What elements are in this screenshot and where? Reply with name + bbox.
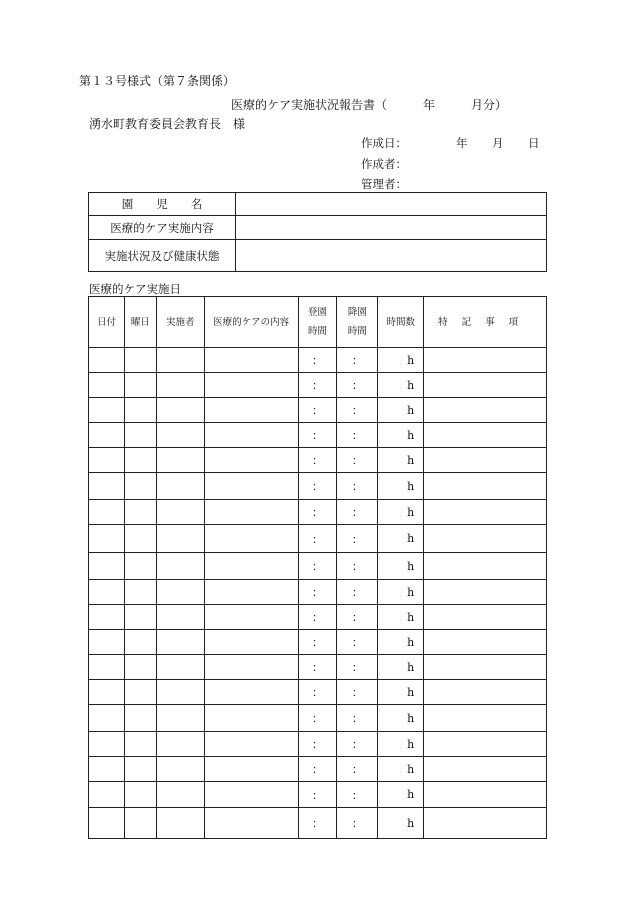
departure-time-cell[interactable]: ： <box>337 423 378 448</box>
arrival-time-cell[interactable]: ： <box>298 757 337 782</box>
date-cell[interactable] <box>89 473 125 500</box>
table-row <box>89 605 547 630</box>
header-departure-line2: 時間 <box>347 326 367 337</box>
weekday-cell[interactable] <box>124 630 156 655</box>
weekday-cell[interactable] <box>124 553 156 580</box>
weekday-cell[interactable] <box>124 705 156 732</box>
arrival-time-cell[interactable]: ： <box>298 705 337 732</box>
hours-cell[interactable]: h <box>378 680 424 705</box>
date-cell[interactable] <box>89 808 125 839</box>
hours-cell[interactable]: h <box>378 808 424 839</box>
departure-time-cell[interactable]: ： <box>337 705 378 732</box>
date-cell[interactable] <box>89 605 125 630</box>
hours-cell[interactable]: h <box>378 630 424 655</box>
date-cell[interactable] <box>89 448 125 473</box>
month-unit: 月 <box>492 136 504 150</box>
weekday-cell[interactable] <box>124 373 156 398</box>
hours-cell[interactable]: h <box>378 373 424 398</box>
table-row <box>89 525 547 553</box>
remarks-cell[interactable] <box>424 782 547 808</box>
table-row <box>89 705 547 732</box>
care-table <box>88 296 547 839</box>
child-name-field[interactable] <box>236 193 547 216</box>
remarks-cell[interactable] <box>424 423 547 448</box>
departure-time-cell[interactable]: ： <box>337 782 378 808</box>
practitioner-cell[interactable] <box>156 630 204 655</box>
care-content-cell[interactable] <box>204 757 298 782</box>
hours-cell[interactable]: h <box>378 580 424 605</box>
table-row <box>89 630 547 655</box>
arrival-time-cell[interactable]: ： <box>298 732 337 757</box>
report-title: 医療的ケア実施状況報告書（ 年 月分） <box>231 98 508 112</box>
arrival-time-cell[interactable]: ： <box>298 680 337 705</box>
arrival-time-cell[interactable]: ： <box>298 423 337 448</box>
care-content-cell[interactable] <box>204 705 298 732</box>
hours-cell[interactable]: h <box>378 605 424 630</box>
table-row <box>89 553 547 580</box>
weekday-cell[interactable] <box>124 398 156 423</box>
header-departure-time <box>337 297 378 348</box>
care-content-cell[interactable] <box>204 423 298 448</box>
weekday-cell[interactable] <box>124 473 156 500</box>
departure-time-cell[interactable]: ： <box>337 605 378 630</box>
arrival-time-cell[interactable]: ： <box>298 448 337 473</box>
arrival-time-cell[interactable]: ： <box>298 525 337 553</box>
arrival-time-cell[interactable]: ： <box>298 655 337 680</box>
care-content-cell[interactable] <box>204 808 298 839</box>
hours-cell[interactable]: h <box>378 348 424 373</box>
weekday-cell[interactable] <box>124 808 156 839</box>
table-row <box>89 500 547 525</box>
practitioner-cell[interactable] <box>156 808 204 839</box>
table-row <box>89 580 547 605</box>
care-content-cell[interactable] <box>204 525 298 553</box>
weekday-cell[interactable] <box>124 448 156 473</box>
practitioner-cell[interactable] <box>156 423 204 448</box>
practitioner-cell[interactable] <box>156 655 204 680</box>
departure-time-cell[interactable]: ： <box>337 732 378 757</box>
created-date-label: 作成日： <box>361 136 407 150</box>
departure-time-cell[interactable]: ： <box>337 348 378 373</box>
table-row <box>89 655 547 680</box>
practitioner-cell[interactable] <box>156 448 204 473</box>
date-cell[interactable] <box>89 398 125 423</box>
header-hours: 時間数 <box>378 297 424 348</box>
date-cell[interactable] <box>89 500 125 525</box>
care-content-cell[interactable] <box>204 630 298 655</box>
arrival-time-cell[interactable]: ： <box>298 553 337 580</box>
weekday-cell[interactable] <box>124 348 156 373</box>
hours-cell[interactable]: h <box>378 782 424 808</box>
weekday-cell[interactable] <box>124 680 156 705</box>
table-row <box>89 732 547 757</box>
remarks-cell[interactable] <box>424 553 547 580</box>
remarks-cell[interactable] <box>424 500 547 525</box>
date-cell[interactable] <box>89 373 125 398</box>
practitioner-cell[interactable] <box>156 553 204 580</box>
date-cell[interactable] <box>89 732 125 757</box>
care-content-cell[interactable] <box>204 605 298 630</box>
info-table <box>88 192 547 272</box>
remarks-cell[interactable] <box>424 630 547 655</box>
arrival-time-cell[interactable]: ： <box>298 782 337 808</box>
header-departure-line1: 降園 <box>347 307 367 318</box>
care-content-cell[interactable] <box>204 473 298 500</box>
remarks-cell[interactable] <box>424 605 547 630</box>
care-content-cell[interactable] <box>204 500 298 525</box>
practitioner-cell[interactable] <box>156 473 204 500</box>
arrival-time-cell[interactable]: ： <box>298 500 337 525</box>
date-cell[interactable] <box>89 553 125 580</box>
care-content-cell[interactable] <box>204 655 298 680</box>
practitioner-cell[interactable] <box>156 705 204 732</box>
departure-time-cell[interactable]: ： <box>337 398 378 423</box>
care-content-cell[interactable] <box>204 580 298 605</box>
care-content-cell[interactable] <box>204 732 298 757</box>
departure-time-cell[interactable]: ： <box>337 448 378 473</box>
weekday-cell[interactable] <box>124 580 156 605</box>
date-cell[interactable] <box>89 348 125 373</box>
weekday-cell[interactable] <box>124 655 156 680</box>
weekday-cell[interactable] <box>124 423 156 448</box>
table-row <box>89 423 547 448</box>
practitioner-cell[interactable] <box>156 782 204 808</box>
practitioner-cell[interactable] <box>156 525 204 553</box>
child-name-label: 園 児 名 <box>89 193 236 216</box>
hours-cell[interactable]: h <box>378 732 424 757</box>
care-content-cell[interactable] <box>204 680 298 705</box>
departure-time-cell[interactable]: ： <box>337 500 378 525</box>
status-label: 実施状況及び健康状態 <box>89 240 236 272</box>
date-cell[interactable] <box>89 423 125 448</box>
weekday-cell[interactable] <box>124 732 156 757</box>
remarks-cell[interactable] <box>424 680 547 705</box>
practitioner-cell[interactable] <box>156 500 204 525</box>
table-row <box>89 782 547 808</box>
remarks-cell[interactable] <box>424 348 547 373</box>
arrival-time-cell[interactable]: ： <box>298 580 337 605</box>
departure-time-cell[interactable]: ： <box>337 680 378 705</box>
remarks-cell[interactable] <box>424 705 547 732</box>
remarks-cell[interactable] <box>424 373 547 398</box>
table-row <box>89 348 547 373</box>
remarks-cell[interactable] <box>424 473 547 500</box>
weekday-cell[interactable] <box>124 757 156 782</box>
arrival-time-cell[interactable]: ： <box>298 808 337 839</box>
hours-cell[interactable]: h <box>378 423 424 448</box>
practitioner-cell[interactable] <box>156 732 204 757</box>
header-practitioner: 実施者 <box>156 297 204 348</box>
arrival-time-cell[interactable]: ： <box>298 473 337 500</box>
day-unit: 日 <box>528 136 540 150</box>
remarks-cell[interactable] <box>424 525 547 553</box>
date-cell[interactable] <box>89 655 125 680</box>
departure-time-cell[interactable]: ： <box>337 553 378 580</box>
header-arrival-line1: 登園 <box>307 307 327 318</box>
care-content-cell[interactable] <box>204 373 298 398</box>
practitioner-cell[interactable] <box>156 680 204 705</box>
practitioner-cell[interactable] <box>156 348 204 373</box>
remarks-cell[interactable] <box>424 580 547 605</box>
departure-time-cell[interactable]: ： <box>337 757 378 782</box>
care-content-cell[interactable] <box>204 348 298 373</box>
section-title: 医療的ケア実施日 <box>89 282 181 296</box>
care-content-cell[interactable] <box>204 782 298 808</box>
remarks-cell[interactable] <box>424 808 547 839</box>
date-cell[interactable] <box>89 782 125 808</box>
hours-cell[interactable]: h <box>378 500 424 525</box>
table-row <box>89 473 547 500</box>
date-cell[interactable] <box>89 680 125 705</box>
practitioner-cell[interactable] <box>156 373 204 398</box>
table-row <box>89 373 547 398</box>
year-unit: 年 <box>456 136 468 150</box>
hours-cell[interactable]: h <box>378 473 424 500</box>
weekday-cell[interactable] <box>124 525 156 553</box>
weekday-cell[interactable] <box>124 605 156 630</box>
hours-cell[interactable]: h <box>378 398 424 423</box>
header-arrival-time <box>298 297 337 348</box>
arrival-time-cell[interactable]: ： <box>298 605 337 630</box>
hours-cell[interactable]: h <box>378 655 424 680</box>
remarks-cell[interactable] <box>424 655 547 680</box>
departure-time-cell[interactable]: ： <box>337 473 378 500</box>
departure-time-cell[interactable]: ： <box>337 808 378 839</box>
remarks-cell[interactable] <box>424 732 547 757</box>
departure-time-cell[interactable]: ： <box>337 373 378 398</box>
table-row <box>89 398 547 423</box>
care-content-label: 医療的ケア実施内容 <box>89 216 236 240</box>
hours-cell[interactable]: h <box>378 448 424 473</box>
practitioner-cell[interactable] <box>156 580 204 605</box>
header-care-content: 医療的ケアの内容 <box>204 297 298 348</box>
date-cell[interactable] <box>89 757 125 782</box>
weekday-cell[interactable] <box>124 782 156 808</box>
header-arrival-line2: 時間 <box>307 326 327 337</box>
status-field[interactable] <box>236 240 547 272</box>
hours-cell[interactable]: h <box>378 705 424 732</box>
departure-time-cell[interactable]: ： <box>337 525 378 553</box>
table-row <box>89 448 547 473</box>
hours-cell[interactable]: h <box>378 525 424 553</box>
remarks-cell[interactable] <box>424 757 547 782</box>
care-content-cell[interactable] <box>204 553 298 580</box>
date-cell[interactable] <box>89 580 125 605</box>
arrival-time-cell[interactable]: ： <box>298 373 337 398</box>
arrival-time-cell[interactable]: ： <box>298 348 337 373</box>
form-number: 第１３号様式（第７条関係） <box>79 74 236 88</box>
practitioner-cell[interactable] <box>156 757 204 782</box>
remarks-cell[interactable] <box>424 398 547 423</box>
hours-cell[interactable]: h <box>378 553 424 580</box>
addressee: 湧水町教育委員会教育長 様 <box>89 117 246 131</box>
table-row <box>89 680 547 705</box>
header-remarks: 特記事項 <box>424 297 547 348</box>
care-content-cell[interactable] <box>204 398 298 423</box>
arrival-time-cell[interactable]: ： <box>298 398 337 423</box>
hours-cell[interactable]: h <box>378 757 424 782</box>
creator-label: 作成者： <box>361 157 407 171</box>
arrival-time-cell[interactable]: ： <box>298 630 337 655</box>
weekday-cell[interactable] <box>124 500 156 525</box>
date-cell[interactable] <box>89 630 125 655</box>
date-cell[interactable] <box>89 525 125 553</box>
departure-time-cell[interactable]: ： <box>337 580 378 605</box>
departure-time-cell[interactable]: ： <box>337 630 378 655</box>
departure-time-cell[interactable]: ： <box>337 655 378 680</box>
date-cell[interactable] <box>89 705 125 732</box>
table-row <box>89 757 547 782</box>
manager-label: 管理者： <box>361 177 407 191</box>
header-weekday: 曜日 <box>124 297 156 348</box>
care-content-cell[interactable] <box>204 448 298 473</box>
header-date: 日付 <box>89 297 125 348</box>
practitioner-cell[interactable] <box>156 605 204 630</box>
care-content-field[interactable] <box>236 216 547 240</box>
remarks-cell[interactable] <box>424 448 547 473</box>
practitioner-cell[interactable] <box>156 398 204 423</box>
table-row <box>89 808 547 839</box>
